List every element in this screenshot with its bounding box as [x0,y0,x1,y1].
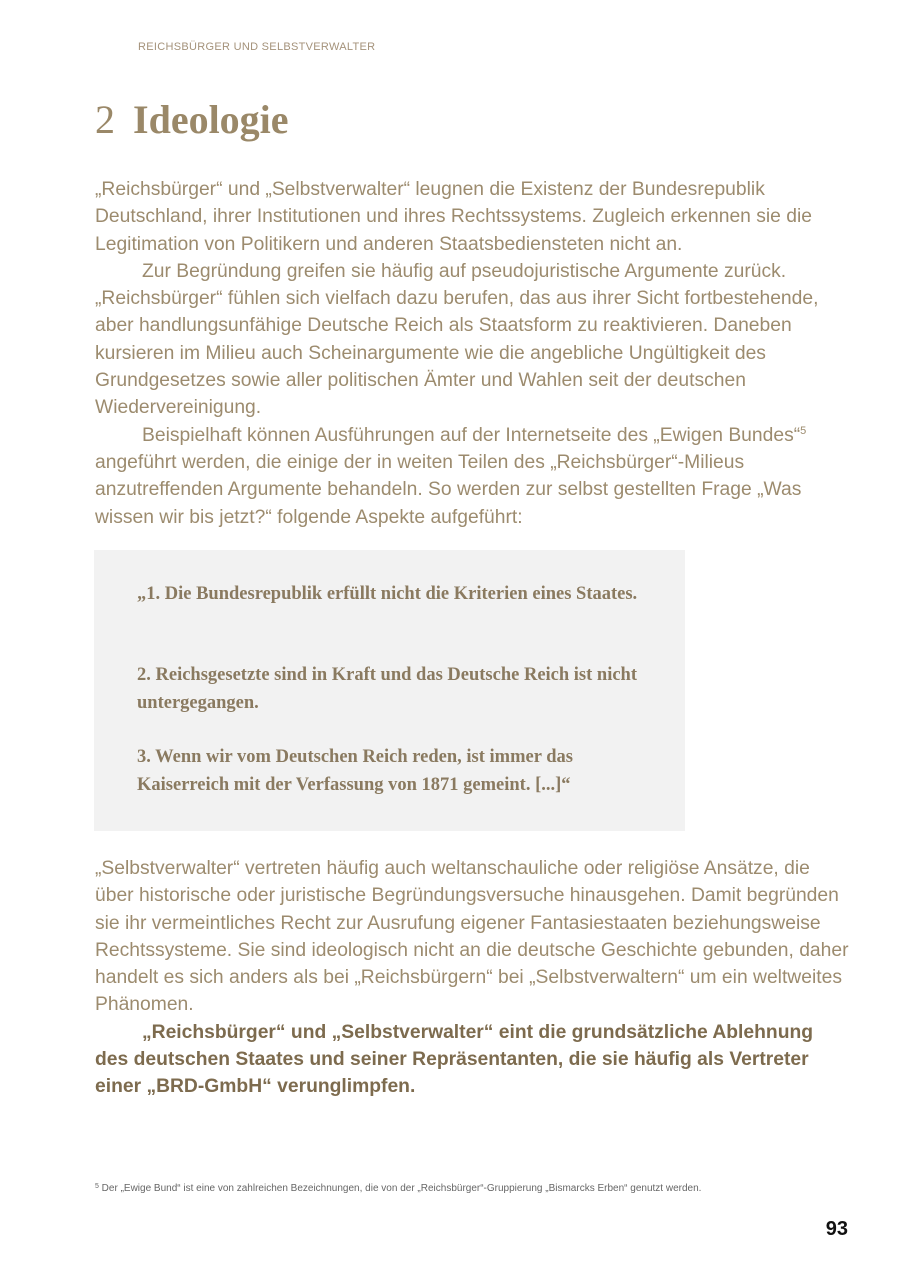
paragraph-2: Zur Begründung greifen sie häufig auf pseudojuristische Argumente zurück. „Reichsbürger“ fühlen sich vielfach dazu berufen, das aus ihrer Sicht fortbestehende, aber handlungsunfähige Deutsche Reich als Staatsform zu reaktivieren. Daneben kursieren im Milieu auch Scheinargumente wie die angebliche Ungültigkeit des Grundgesetzes sowie aller politischen Ämter und Wahlen seit der deutschen Wiedervereinigung. [95,260,819,419]
footnote-text: Der „Ewige Bund“ ist eine von zahlreichen Bezeichnungen, die von der „Reichsbürger“-Gruppierung „Bismarcks Erben“ genutzt werden. [98,1183,702,1194]
paragraph-3 [95,422,851,531]
paragraph-4: „Selbstverwalter“ vertreten häufig auch weltanschauliche oder religiöse Ansätze, die über historische oder juristische Begründungsversuche hinausgehen. Damit begründen sie ihr vermeintliches Recht zur Ausrufung eigener Fantasiestaaten beziehungsweise Rechtssysteme. Sie sind ideologisch nicht an die deutsche Geschichte gebunden, daher handelt es sich anders als bei „Reichsbürgern“ bei „Selbstverwaltern“ um ein weltweites Phänomen. [95,858,849,1016]
chapter-number: 2 [95,97,115,142]
body-section-1 [95,176,851,531]
page-number: 93 [825,1218,848,1240]
paragraph-3-start: Beispielhaft können Ausführungen auf der Internetseite des „Ewigen Bundes“ [142,424,801,446]
footnote-number: 5 [95,1183,99,1190]
paragraph-1: „Reichsbürger“ und „Selbstverwalter“ leugnen die Existenz der Bundesrepublik Deutschland, ihrer Institutionen und ihres Rechtssystems. Zugleich erkennen sie die Legitimation von Politikern und anderen Staatsbediensteten nicht an. [95,179,812,255]
quote-item: „1. Die Bundesrepublik erfüllt nicht die Kriterien eines Staates. [137,584,638,604]
footnote [95,1183,701,1194]
chapter-title [95,96,289,143]
paragraph-3-end: angeführt werden, die einige der in weiten Teilen des „Reichsbürger“-Milieus anzutreffenden Argumente behandeln. So werden zur selbst gestellten Frage „Was wissen wir bis jetzt?“ folgende Aspekte aufgeführt: [95,451,802,528]
body-section-2 [95,855,851,1101]
emphasis-paragraph: „Reichsbürger“ und „Selbstverwalter“ eint die grundsätzliche Ablehnung des deutschen Staates und seiner Repräsentanten, die sie häufig als Vertreter einer „BRD-GmbH“ verunglimpfen. [95,1021,814,1098]
chapter-title-text: Ideologie [133,97,289,142]
quote-item: 3. Wenn wir vom Deutschen Reich reden, ist immer das Kaiserreich mit der Verfassung von 1871 gemeint. [...]“ [137,747,573,795]
quote-item: 2. Reichsgesetzte sind in Kraft und das Deutsche Reich ist nicht untergegangen. [137,665,638,713]
quote-box [94,550,685,831]
footnote-reference[interactable]: 5 [800,424,807,437]
running-header: REICHSBÜRGER UND SELBSTVERWALTER [138,41,376,53]
